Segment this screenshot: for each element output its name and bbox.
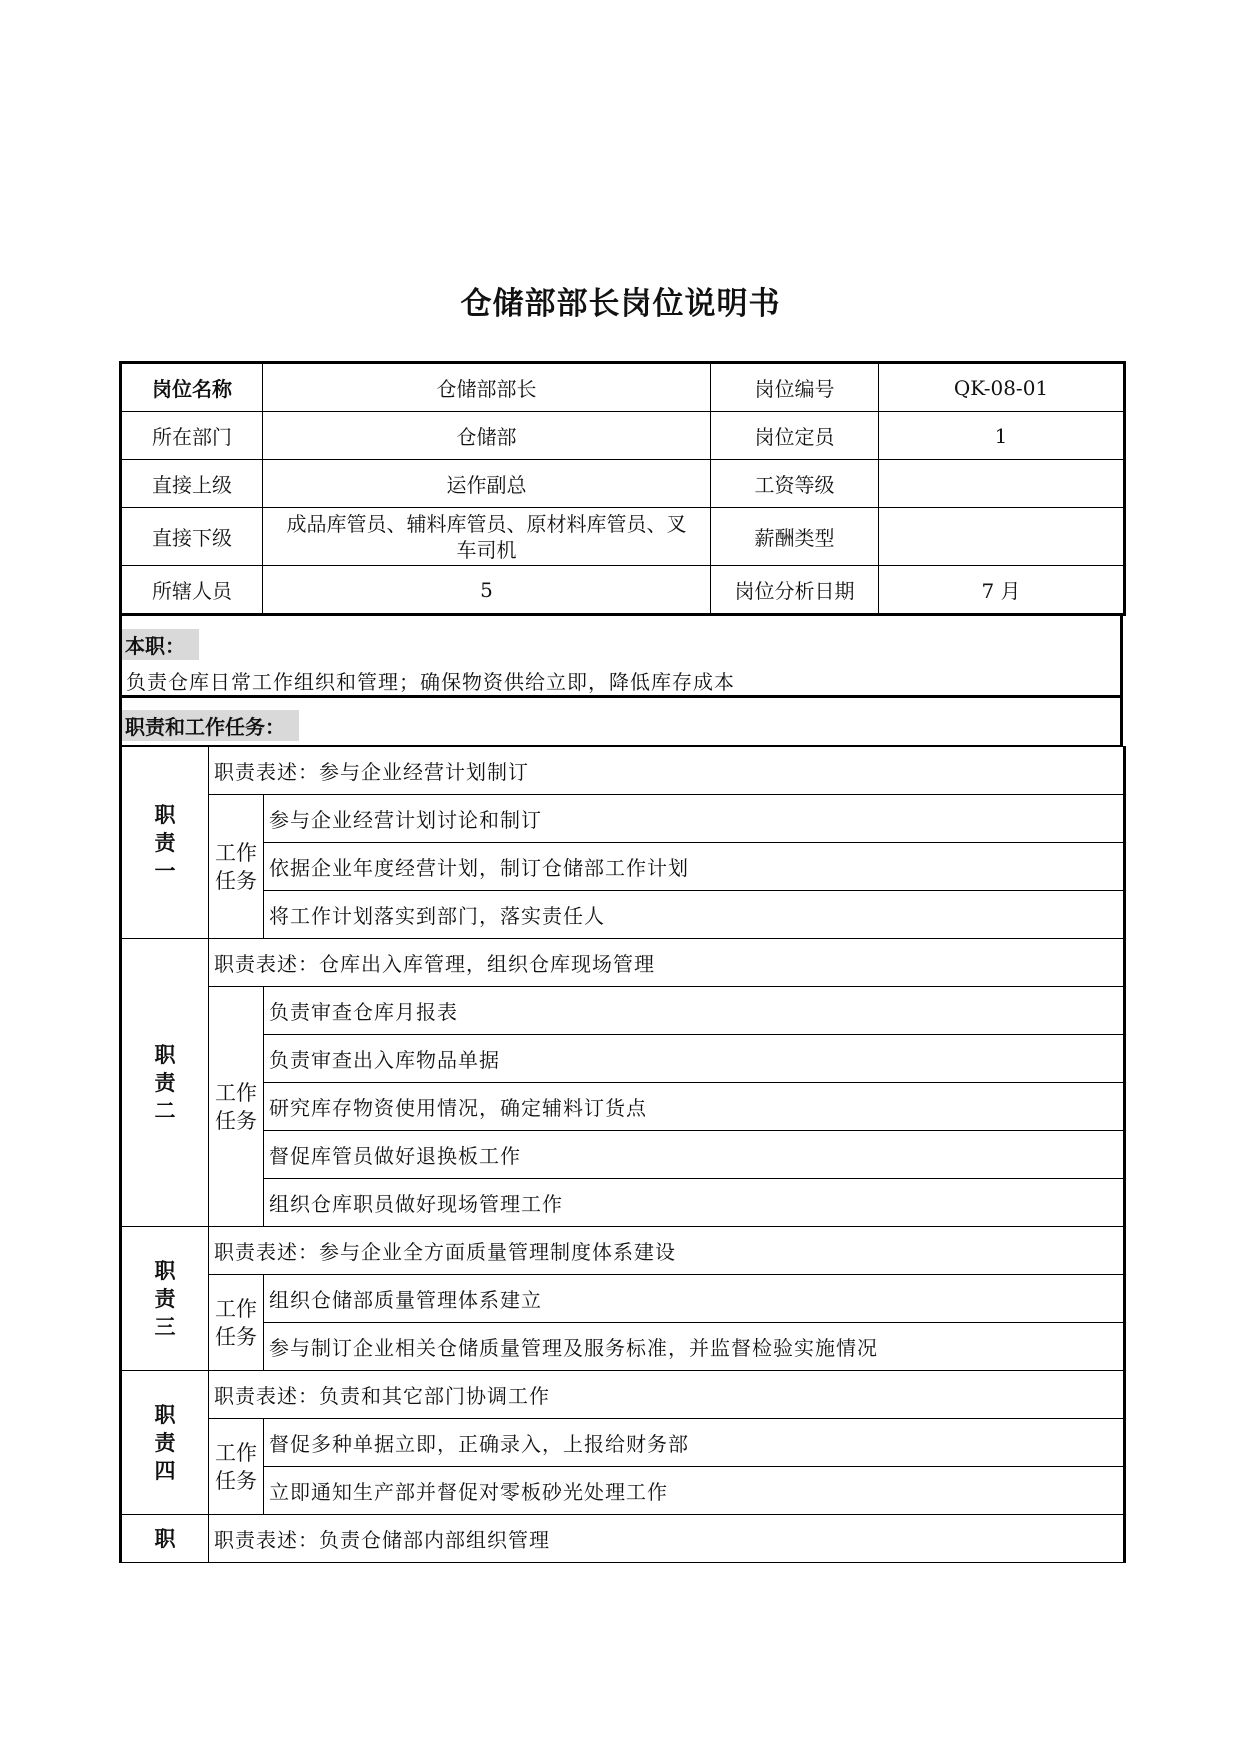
task-item: 研究库存物资使用情况，确定辅料订货点 — [264, 1083, 1125, 1131]
subordinates-line-1: 成品库管员、辅料库管员、原材料库管员、叉 — [286, 511, 687, 536]
pay-type-label: 薪酬类型 — [711, 508, 879, 566]
duties-table — [119, 746, 1126, 1563]
duty-label-char: 责 — [154, 1430, 176, 1455]
task-item: 组织仓库职员做好现场管理工作 — [264, 1179, 1125, 1227]
task-label — [209, 795, 264, 939]
task-label-line: 工作 — [215, 1440, 257, 1465]
department-label: 所在部门 — [121, 412, 263, 460]
benzhi-text: 负责仓库日常工作组织和管理；确保物资供给立即，降低库存成本 — [126, 670, 735, 694]
task-label-line: 任务 — [215, 868, 257, 893]
staff-value: 5 — [263, 566, 711, 615]
duty-label-char: 二 — [154, 1098, 176, 1123]
task-label — [209, 1419, 264, 1515]
task-row — [121, 843, 1125, 891]
subordinates-line-2: 车司机 — [456, 537, 517, 562]
task-item: 依据企业年度经营计划，制订仓储部工作计划 — [264, 843, 1125, 891]
benzhi-section — [119, 614, 1123, 698]
task-row — [121, 1275, 1125, 1323]
task-label-line: 任务 — [215, 1108, 257, 1133]
task-row — [121, 1323, 1125, 1371]
duty-description: 职责表述：负责和其它部门协调工作 — [209, 1371, 1125, 1419]
position-code-label: 岗位编号 — [711, 363, 879, 412]
subordinates-label: 直接下级 — [121, 508, 263, 566]
duty-desc-row — [121, 1515, 1125, 1563]
superior-label: 直接上级 — [121, 460, 263, 508]
task-row — [121, 1035, 1125, 1083]
task-row — [121, 1467, 1125, 1515]
task-row — [121, 891, 1125, 939]
position-code-value: QK-08-01 — [879, 363, 1125, 412]
task-item: 负责审查仓库月报表 — [264, 987, 1125, 1035]
task-row — [121, 987, 1125, 1035]
duties-heading-section — [119, 698, 1123, 746]
benzhi-label: 本职： — [122, 629, 199, 660]
duty-label — [121, 1227, 209, 1371]
task-label-line: 任务 — [215, 1324, 257, 1349]
duty-label-char: 一 — [154, 858, 176, 883]
task-item: 立即通知生产部并督促对零板砂光处理工作 — [264, 1467, 1125, 1515]
task-item: 将工作计划落实到部门，落实责任人 — [264, 891, 1125, 939]
task-row — [121, 1083, 1125, 1131]
task-item: 督促库管员做好退换板工作 — [264, 1131, 1125, 1179]
superior-value: 运作副总 — [263, 460, 711, 508]
basic-info-table — [119, 361, 1126, 616]
headcount-label: 岗位定员 — [711, 412, 879, 460]
task-item: 组织仓储部质量管理体系建立 — [264, 1275, 1125, 1323]
duty-label-char: 职 — [154, 1042, 176, 1067]
duty-description: 职责表述：参与企业经营计划制订 — [209, 747, 1125, 795]
task-item: 参与制订企业相关仓储质量管理及服务标准，并监督检验实施情况 — [264, 1323, 1125, 1371]
duty-label-char: 责 — [154, 1286, 176, 1311]
duty-label-char: 职 — [154, 802, 176, 827]
duty-desc-row — [121, 1227, 1125, 1275]
task-label — [209, 1275, 264, 1371]
duties-heading: 职责和工作任务： — [122, 710, 299, 741]
duty-label — [121, 939, 209, 1227]
duty-label — [121, 1515, 209, 1563]
task-label-line: 任务 — [215, 1468, 257, 1493]
duty-label-char: 职 — [154, 1402, 176, 1427]
duty-label-char: 四 — [154, 1458, 176, 1483]
task-label-line: 工作 — [215, 1296, 257, 1321]
subordinates-value — [263, 508, 711, 566]
duty-label — [121, 747, 209, 939]
task-label-line: 工作 — [215, 1080, 257, 1105]
duty-description: 职责表述：仓库出入库管理，组织仓库现场管理 — [209, 939, 1125, 987]
duty-desc-row — [121, 747, 1125, 795]
task-row — [121, 1131, 1125, 1179]
position-name-label: 岗位名称 — [121, 363, 263, 412]
task-row — [121, 1179, 1125, 1227]
position-name-value: 仓储部部长 — [263, 363, 711, 412]
analysis-date-value: 7 月 — [879, 566, 1125, 615]
task-item: 督促多种单据立即，正确录入，上报给财务部 — [264, 1419, 1125, 1467]
analysis-date-label: 岗位分析日期 — [711, 566, 879, 615]
duty-label-char: 职 — [154, 1258, 176, 1283]
task-label-line: 工作 — [215, 840, 257, 865]
duty-label — [121, 1371, 209, 1515]
duty-description: 职责表述：负责仓储部内部组织管理 — [209, 1515, 1125, 1563]
staff-label: 所辖人员 — [121, 566, 263, 615]
page-title: 仓储部部长岗位说明书 — [460, 286, 781, 322]
duty-desc-row — [121, 1371, 1125, 1419]
duty-label-char: 责 — [154, 1070, 176, 1095]
salary-grade-label: 工资等级 — [711, 460, 879, 508]
pay-type-value — [879, 508, 1125, 566]
task-item: 负责审查出入库物品单据 — [264, 1035, 1125, 1083]
department-value: 仓储部 — [263, 412, 711, 460]
duty-label-char: 职 — [154, 1526, 176, 1551]
duty-label-char: 三 — [154, 1314, 176, 1339]
task-row — [121, 795, 1125, 843]
task-item: 参与企业经营计划讨论和制订 — [264, 795, 1125, 843]
duty-desc-row — [121, 939, 1125, 987]
headcount-value: 1 — [879, 412, 1125, 460]
duty-description: 职责表述：参与企业全方面质量管理制度体系建设 — [209, 1227, 1125, 1275]
salary-grade-value — [879, 460, 1125, 508]
duty-label-char: 责 — [154, 830, 176, 855]
task-label — [209, 987, 264, 1227]
task-row — [121, 1419, 1125, 1467]
